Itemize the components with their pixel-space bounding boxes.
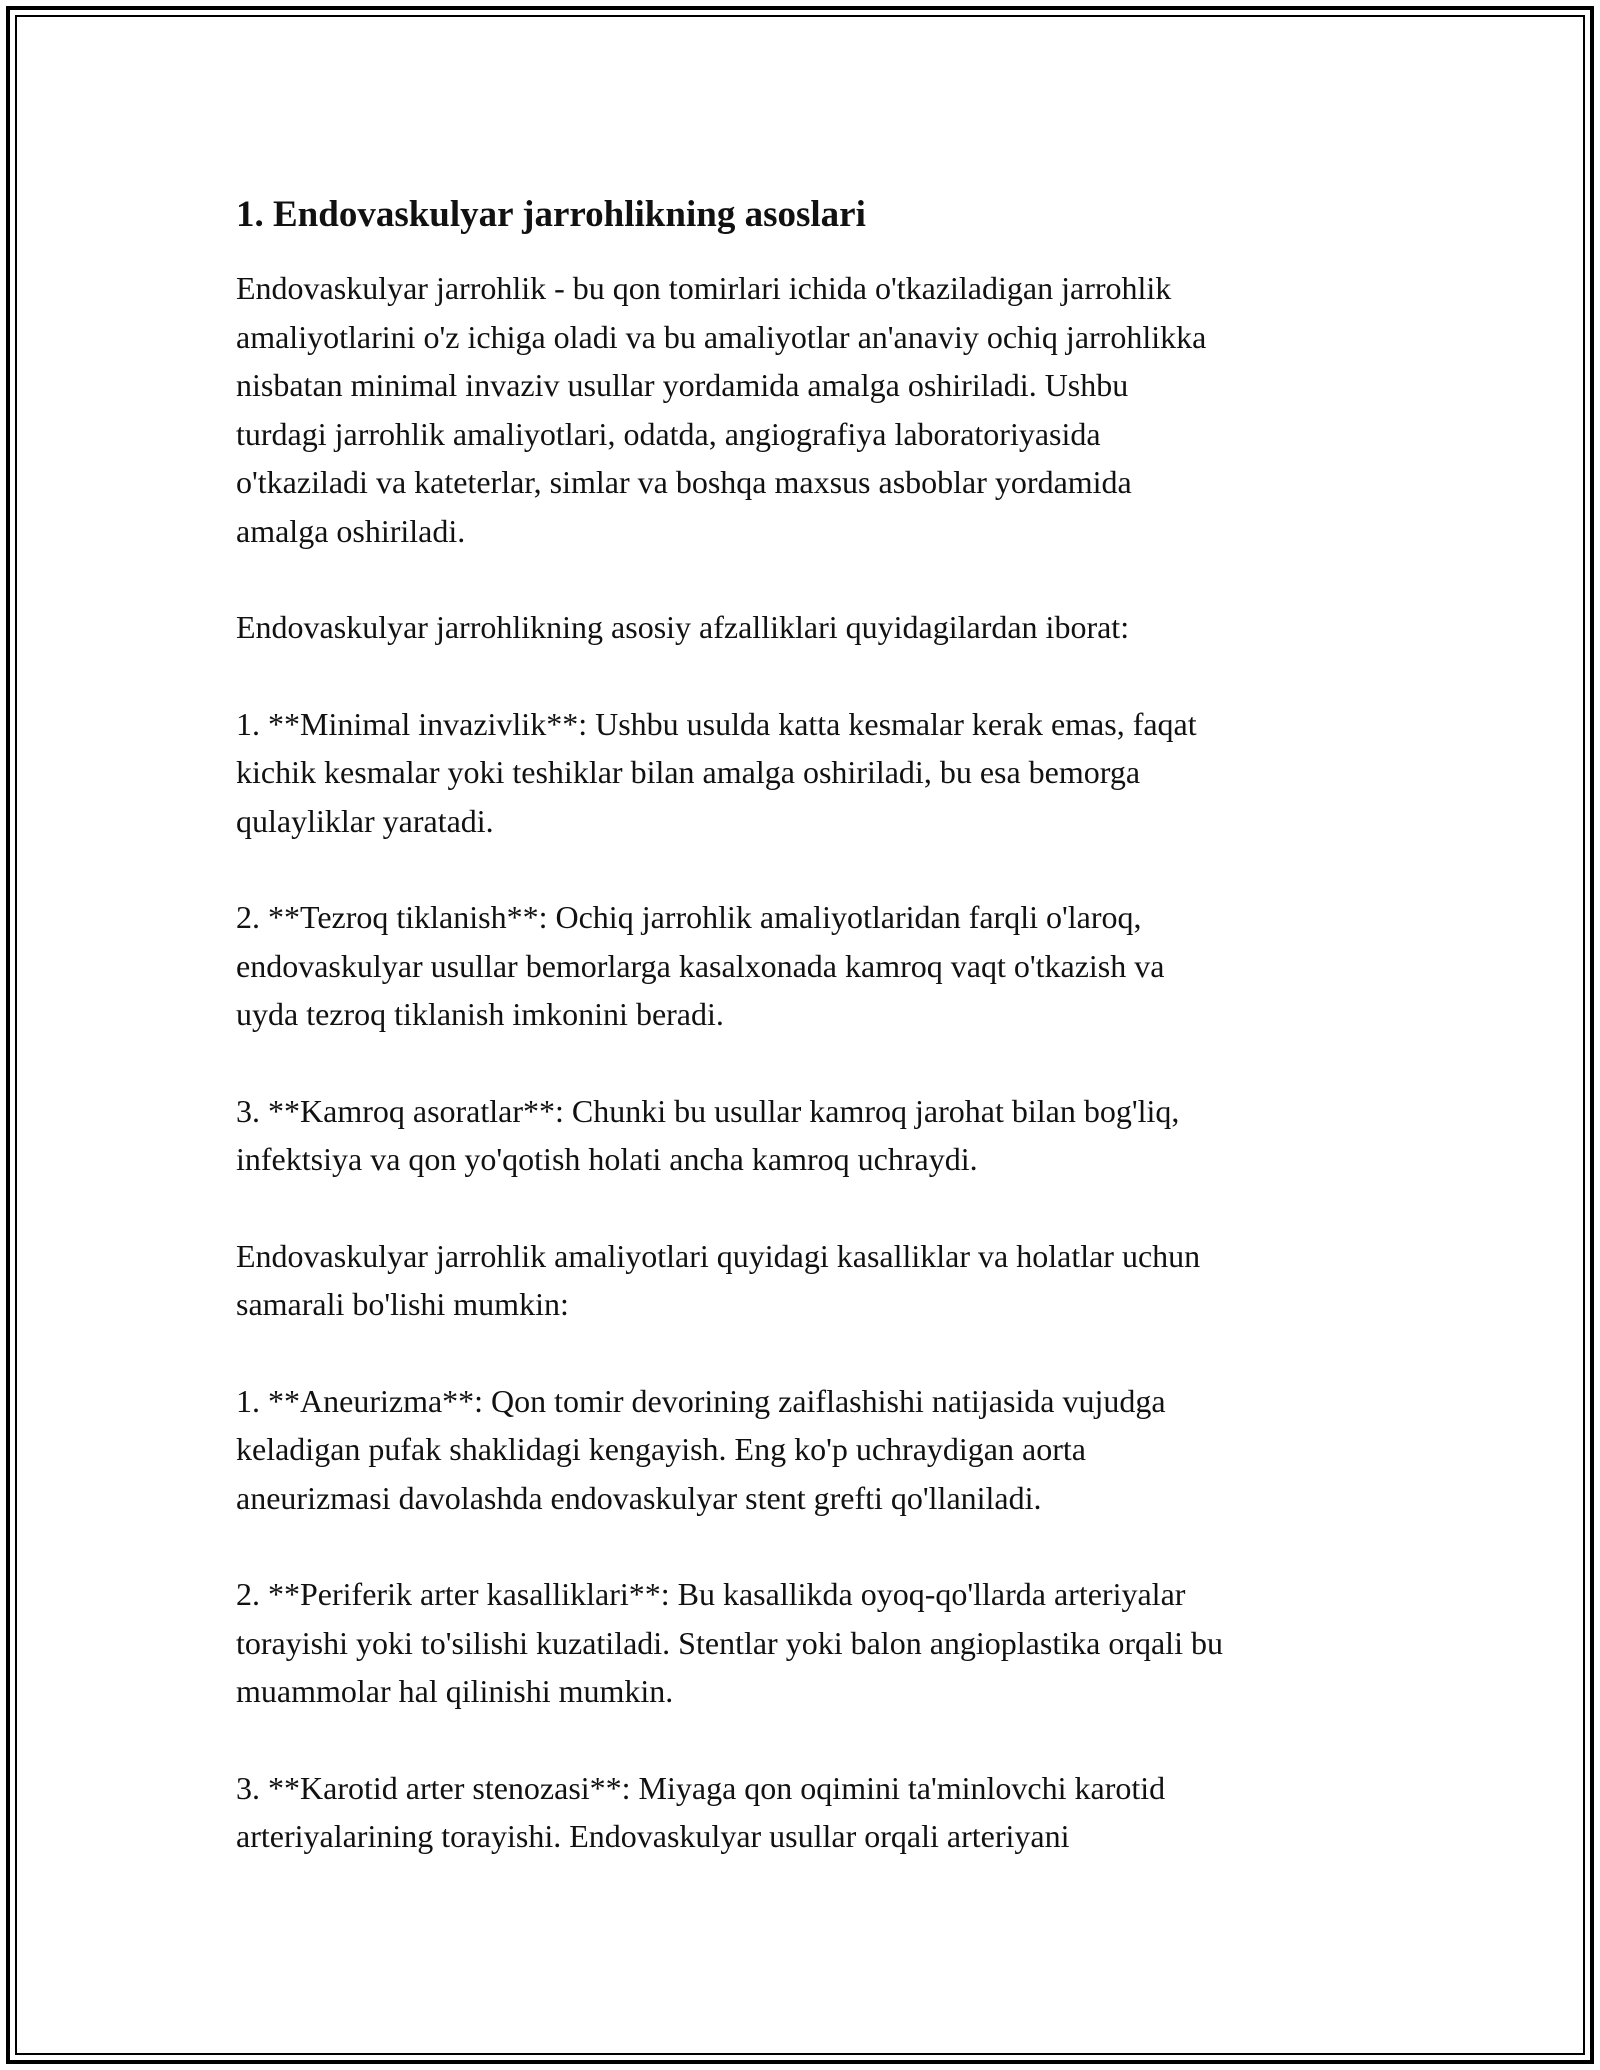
intro-paragraph: Endovaskulyar jarrohlik - bu qon tomirlari ichida o'tkaziladigan jarrohlik amaliyotlarini o'z ichiga oladi va bu amaliyotlar an'anaviy ochiq jarrohlikka nisbatan minimal invaziv usullar yordamida amalga oshiriladi. Ushbu turdagi jarrohlik amaliyotlari, odatda, angiografiya laboratoriyasida o'tkaziladi va kateterlar, simlar va boshqa maxsus asboblar yordamida amalga oshiriladi. <box>236 270 1207 549</box>
conditions-intro: Endovaskulyar jarrohlik amaliyotlari quyidagi kasalliklar va holatlar uchun samarali bo'lishi mumkin: <box>236 1237 1201 1322</box>
document-body <box>236 184 1376 1909</box>
condition-item-1: 1. **Aneurizma**: Qon tomir devorining zaiflashishi natijasida vujudga keladigan pufak shaklidagi kengayish. Eng ko'p uchraydigan aorta aneurizmasi davolashda endovaskulyar stent grefti qo'llaniladi. <box>236 1382 1166 1516</box>
advantage-item-1: 1. **Minimal invazivlik**: Ushbu usulda katta kesmalar kerak emas, faqat kichik kesmalar yoki teshiklar bilan amalga oshiriladi, bu esa bemorga qulayliklar yaratadi. <box>236 705 1197 839</box>
advantage-item-3: 3. **Kamroq asoratlar**: Chunki bu usullar kamroq jarohat bilan bog'liq, infektsiya va qon yo'qotish holati ancha kamroq uchraydi. <box>236 1092 1180 1177</box>
condition-item-2: 2. **Periferik arter kasalliklari**: Bu kasallikda oyoq-qo'llarda arteriyalar torayishi yoki to'silishi kuzatiladi. Stentlar yoki balon angioplastika orqali bu muammolar hal qilinishi mumkin. <box>236 1576 1223 1709</box>
section-heading: 1. Endovaskulyar jarrohlikning asoslari <box>236 194 866 235</box>
condition-item-3: 3. **Karotid arter stenozasi**: Miyaga qon oqimini ta'minlovchi karotid arteriyalarining torayishi. Endovaskulyar usullar orqali arteriyani <box>236 1769 1166 1854</box>
advantage-item-2: 2. **Tezroq tiklanish**: Ochiq jarrohlik amaliyotlaridan farqli o'laroq, endovaskulyar usullar bemorlarga kasalxonada kamroq vaqt o'tkazish va uyda tezroq tiklanish imkonini beradi. <box>236 899 1165 1032</box>
advantages-intro: Endovaskulyar jarrohlikning asosiy afzalliklari quyidagilardan iborat: <box>236 609 1130 645</box>
